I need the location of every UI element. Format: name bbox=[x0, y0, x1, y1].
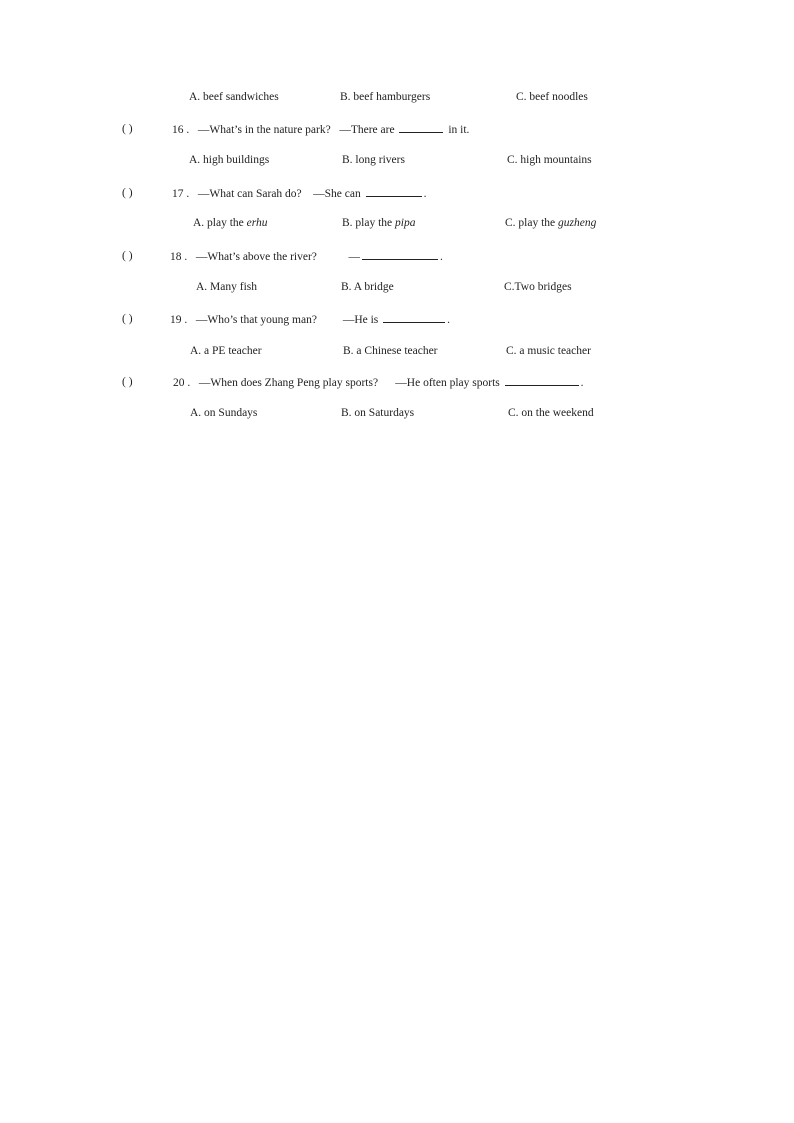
answer-paren-17[interactable]: ( ) bbox=[122, 187, 133, 199]
question-prompt: —Who’s that young man? bbox=[195, 314, 317, 326]
q18-option-a: A. Many fish bbox=[196, 281, 258, 293]
answer-suffix: . bbox=[580, 377, 584, 389]
answer-blank[interactable] bbox=[383, 311, 445, 323]
answer-blank[interactable] bbox=[362, 248, 438, 260]
answer-blank[interactable] bbox=[505, 374, 579, 386]
q17-options bbox=[0, 215, 794, 231]
q19-option-a: A. a PE teacher bbox=[190, 345, 262, 357]
answer-blank[interactable] bbox=[399, 121, 443, 133]
question-19 bbox=[0, 311, 794, 327]
answer-suffix: . bbox=[447, 314, 451, 326]
question-prompt: —What’s above the river? bbox=[195, 251, 317, 263]
q16-option-a: A. high buildings bbox=[189, 154, 270, 166]
answer-suffix: in it. bbox=[448, 124, 470, 136]
question-20 bbox=[0, 374, 794, 390]
question-16 bbox=[0, 121, 794, 137]
answer-suffix: . bbox=[423, 188, 427, 200]
q17-option-c: C. play the guzheng bbox=[505, 217, 597, 229]
question-prompt: —What can Sarah do? bbox=[197, 188, 302, 200]
q15-option-c: C. beef noodles bbox=[516, 91, 588, 103]
question-prompt: —When does Zhang Peng play sports? bbox=[198, 377, 379, 389]
q20-options bbox=[0, 405, 794, 421]
answer-prompt: — bbox=[348, 251, 361, 263]
q19-options bbox=[0, 343, 794, 359]
answer-prompt: —There are bbox=[339, 124, 395, 136]
q16-options bbox=[0, 152, 794, 168]
answer-prompt: —He is bbox=[342, 314, 379, 326]
q18-options bbox=[0, 279, 794, 295]
q16-option-c: C. high mountains bbox=[507, 154, 592, 166]
question-number: 16 . bbox=[172, 124, 190, 136]
q17-option-a: A. play the erhu bbox=[193, 217, 268, 229]
answer-blank[interactable] bbox=[366, 185, 422, 197]
q15-option-a: A. beef sandwiches bbox=[189, 91, 279, 103]
answer-paren-16[interactable]: ( ) bbox=[122, 123, 133, 135]
question-number: 20 . bbox=[173, 377, 191, 389]
question-number: 17 . bbox=[172, 188, 190, 200]
question-number: 19 . bbox=[170, 314, 188, 326]
q20-option-c: C. on the weekend bbox=[508, 407, 594, 419]
answer-paren-18[interactable]: ( ) bbox=[122, 250, 133, 262]
answer-suffix: . bbox=[440, 251, 443, 263]
answer-paren-19[interactable]: ( ) bbox=[122, 313, 133, 325]
answer-paren-20[interactable]: ( ) bbox=[122, 376, 133, 388]
instrument-name: pipa bbox=[395, 217, 416, 229]
q18-option-c: C.Two bridges bbox=[504, 281, 572, 293]
q16-option-b: B. long rivers bbox=[342, 154, 405, 166]
answer-prompt: —He often play sports bbox=[395, 377, 500, 389]
q20-option-a: A. on Sundays bbox=[190, 407, 258, 419]
q15-options bbox=[0, 89, 794, 105]
q20-option-b: B. on Saturdays bbox=[341, 407, 415, 419]
q15-option-b: B. beef hamburgers bbox=[340, 91, 431, 103]
question-18 bbox=[0, 248, 794, 264]
question-17 bbox=[0, 185, 794, 201]
q18-option-b: B. A bridge bbox=[341, 281, 394, 293]
question-prompt: —What’s in the nature park? bbox=[197, 124, 331, 136]
q17-option-b: B. play the pipa bbox=[342, 217, 416, 229]
q19-option-b: B. a Chinese teacher bbox=[343, 345, 438, 357]
question-number: 18 . bbox=[170, 251, 188, 263]
instrument-name: erhu bbox=[246, 217, 268, 229]
q19-option-c: C. a music teacher bbox=[506, 345, 591, 357]
instrument-name: guzheng bbox=[558, 217, 597, 229]
answer-prompt: —She can bbox=[313, 188, 361, 200]
